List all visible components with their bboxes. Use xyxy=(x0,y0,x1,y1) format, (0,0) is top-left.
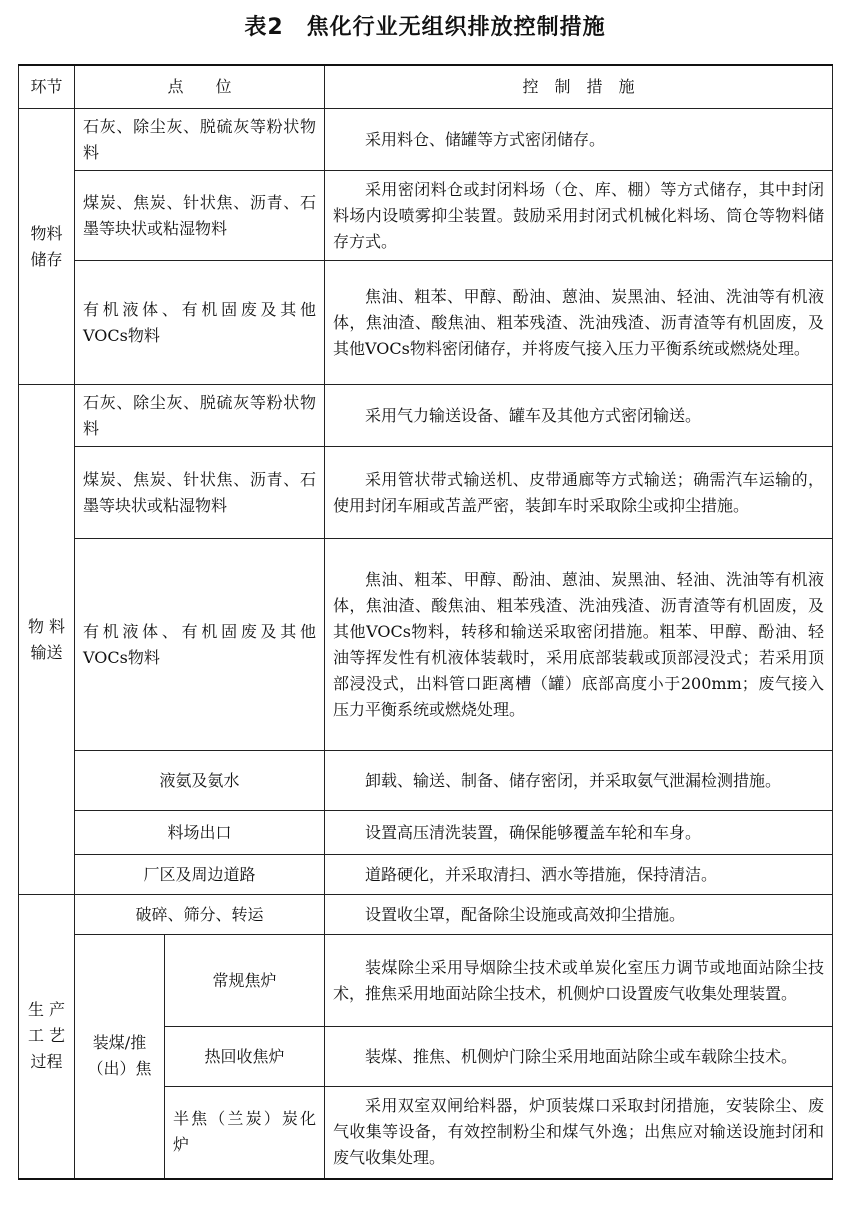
control-cell: 装煤除尘采用导烟除尘技术或单炭化室压力调节或地面站除尘技术，推焦采用地面站除尘技术，机侧炉口设置废气收集处理装置。 xyxy=(325,935,833,1027)
point-cell: 厂区及周边道路 xyxy=(75,855,325,895)
control-cell: 装煤、推焦、机侧炉门除尘采用地面站除尘或车载除尘技术。 xyxy=(325,1027,833,1087)
table-row xyxy=(19,171,833,261)
point-cell: 液氨及氨水 xyxy=(75,751,325,811)
table-row xyxy=(19,751,833,811)
control-cell: 卸载、输送、制备、储存密闭，并采取氨气泄漏检测措施。 xyxy=(325,751,833,811)
table-header-row xyxy=(19,65,833,109)
point-cell: 破碎、筛分、转运 xyxy=(75,895,325,935)
stage-production: 生 产 工 艺 过程 xyxy=(19,895,75,1179)
table-row xyxy=(19,811,833,855)
point-cell: 石灰、除尘灰、脱硫灰等粉状物料 xyxy=(75,385,325,447)
point-cell: 常规焦炉 xyxy=(165,935,325,1027)
control-cell: 焦油、粗苯、甲醇、酚油、蒽油、炭黑油、轻油、洗油等有机液体，焦油渣、酸焦油、粗苯残渣、洗油残渣、沥青渣等有机固废，及其他VOCs物料密闭储存，并将废气接入压力平衡系统或燃烧处理。 xyxy=(325,261,833,385)
point-cell: 石灰、除尘灰、脱硫灰等粉状物料 xyxy=(75,109,325,171)
table-row xyxy=(19,895,833,935)
point-cell: 煤炭、焦炭、针状焦、沥青、石墨等块状或粘湿物料 xyxy=(75,171,325,261)
point-cell: 有机液体、有机固废及其他VOCs物料 xyxy=(75,539,325,751)
point-cell: 料场出口 xyxy=(75,811,325,855)
point-cell: 热回收焦炉 xyxy=(165,1027,325,1087)
control-cell: 采用双室双闸给料器，炉顶装煤口采取封闭措施，安装除尘、废气收集等设备，有效控制粉尘和煤气外逸；出焦应对输送设施封闭和废气收集处理。 xyxy=(325,1087,833,1179)
header-control: 控 制 措 施 xyxy=(325,65,833,109)
control-cell: 采用料仓、储罐等方式密闭储存。 xyxy=(325,109,833,171)
control-cell: 采用管状带式输送机、皮带通廊等方式输送；确需汽车运输的，使用封闭车厢或苫盖严密，装卸车时采取除尘或抑尘措施。 xyxy=(325,447,833,539)
table-row xyxy=(19,935,833,1027)
table-row xyxy=(19,539,833,751)
control-cell: 道路硬化，并采取清扫、洒水等措施，保持清洁。 xyxy=(325,855,833,895)
table-row xyxy=(19,855,833,895)
control-cell: 设置收尘罩，配备除尘设施或高效抑尘措施。 xyxy=(325,895,833,935)
point-cell: 半焦（兰炭）炭化炉 xyxy=(165,1087,325,1179)
table-row xyxy=(19,447,833,539)
header-point: 点 位 xyxy=(75,65,325,109)
header-stage: 环节 xyxy=(19,65,75,109)
table-title: 表2 焦化行业无组织排放控制措施 xyxy=(244,15,606,40)
control-cell: 采用气力输送设备、罐车及其他方式密闭输送。 xyxy=(325,385,833,447)
stage-transport: 物 料 输送 xyxy=(19,385,75,895)
table-row xyxy=(19,385,833,447)
control-cell: 采用密闭料仓或封闭料场（仓、库、棚）等方式储存，其中封闭料场内设喷雾抑尘装置。鼓励采用封闭式机械化料场、筒仓等物料储存方式。 xyxy=(325,171,833,261)
control-measures-table xyxy=(18,64,833,1180)
point-cell: 煤炭、焦炭、针状焦、沥青、石墨等块状或粘湿物料 xyxy=(75,447,325,539)
table-row xyxy=(19,109,833,171)
table-row xyxy=(19,261,833,385)
point-cell: 有机液体、有机固废及其他VOCs物料 xyxy=(75,261,325,385)
control-cell: 设置高压清洗装置，确保能够覆盖车轮和车身。 xyxy=(325,811,833,855)
charging-group-cell: 装煤/推（出）焦 xyxy=(75,935,165,1179)
stage-storage: 物料储存 xyxy=(19,109,75,385)
control-cell: 焦油、粗苯、甲醇、酚油、蒽油、炭黑油、轻油、洗油等有机液体，焦油渣、酸焦油、粗苯残渣、洗油残渣、沥青渣等有机固废，及其他VOCs物料，转移和输送采取密闭措施。粗苯、甲醇、酚油、轻油等挥发性有机液体装载时，采用底部装载或顶部浸没式；若采用顶部浸没式，出料管口距离槽（罐）底部高度小于200mm；废气接入压力平衡系统或燃烧处理。 xyxy=(325,539,833,751)
